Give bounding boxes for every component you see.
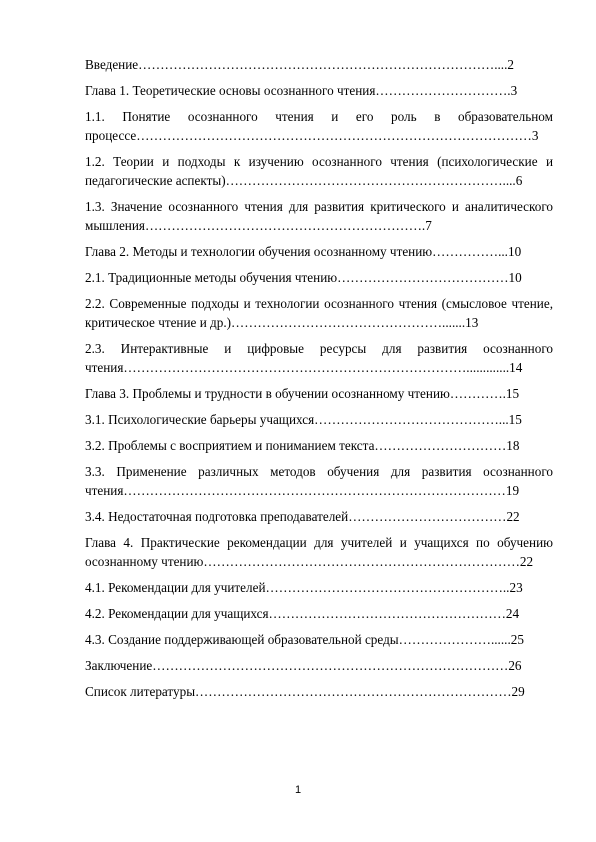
toc-entry: 1.2. Теории и подходы к изучению осознанного чтения (психологические и педагогические аспекты)………………………………………………………....6: [85, 154, 553, 188]
toc-entry: 3.1. Психологические барьеры учащихся……………………………………...15: [85, 412, 522, 427]
toc-entry: Глава 2. Методы и технологии обучения осознанному чтению……………...10: [85, 244, 522, 259]
page-number: 1: [294, 784, 302, 796]
toc-entry: 4.1. Рекомендации для учителей………………………………………………..23: [85, 580, 523, 595]
toc-entry: 3.4. Недостаточная подготовка преподавателей………………………………22: [85, 509, 520, 524]
toc-entry: 3.2. Проблемы с восприятием и пониманием текста…………………………18: [85, 438, 520, 453]
table-of-contents: [85, 55, 553, 708]
toc-entry: Глава 3. Проблемы и трудности в обучении осознанному чтению………….15: [85, 386, 520, 401]
toc-entry: Глава 4. Практические рекомендации для учителей и учащихся по обучению осознанному чтению………………………………………………………………22: [85, 535, 553, 569]
toc-entry: 2.1. Традиционные методы обучения чтению…………………………………10: [85, 270, 522, 285]
toc-entry: 2.3. Интерактивные и цифровые ресурсы для развития осознанного чтения…………………………………………………………………….............14: [85, 341, 553, 375]
toc-entry: Введение………………………………………………………………………....2: [85, 57, 514, 72]
toc-entry: Список литературы………………………………………………………………29: [85, 684, 525, 699]
toc-entry: 3.3. Применение различных методов обучения для развития осознанного чтения……………………………………………………………………………19: [85, 464, 553, 498]
toc-entry: 1.3. Значение осознанного чтения для развития критического и аналитического мышления……………………………………………………….7: [85, 199, 553, 233]
toc-entry: 1.1. Понятие осознанного чтения и его роль в образовательном процессе………………………………………………………………………………3: [85, 109, 553, 143]
toc-entry: 4.2. Рекомендации для учащихся………………………………………………24: [85, 606, 520, 621]
toc-entry: Глава 1. Теоретические основы осознанного чтения………………………….3: [85, 83, 518, 98]
toc-entry: 4.3. Создание поддерживающей образовательной среды…………………......25: [85, 632, 524, 647]
toc-entry: Заключение………………………………………………………………………26: [85, 658, 522, 673]
toc-entry: 2.2. Современные подходы и технологии осознанного чтения (смысловое чтение, критическое чтение и др.)………………………………………….......13: [85, 296, 553, 330]
